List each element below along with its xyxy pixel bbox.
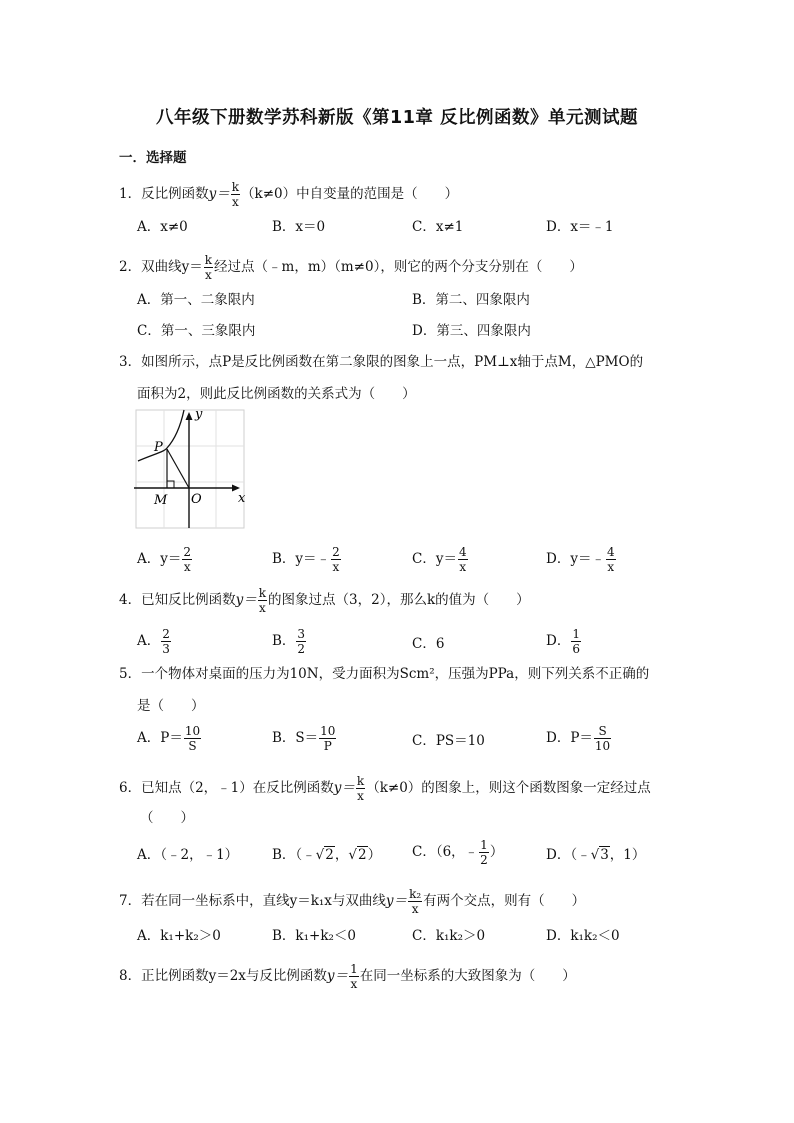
frac-num: k bbox=[231, 180, 240, 194]
frac-den: 2 bbox=[480, 853, 488, 867]
frac-num: 1 bbox=[350, 962, 358, 976]
fraction bbox=[258, 586, 267, 615]
fraction bbox=[606, 545, 616, 574]
question-3-figure bbox=[134, 406, 250, 532]
option-d bbox=[546, 724, 612, 753]
question-7-tail: 有两个交点，则有（ ） bbox=[423, 893, 586, 909]
minus-sign: ﹣ bbox=[316, 551, 331, 567]
question-4 bbox=[119, 586, 530, 615]
fn-lhs: y＝ bbox=[326, 968, 349, 984]
question-3-line-1: 3．如图所示，点P是反比例函数在第二象限的图象上一点，PM⊥x轴于点M，△PMO的 bbox=[119, 354, 644, 370]
option-c: C．6 bbox=[412, 636, 445, 652]
question-2 bbox=[119, 253, 583, 282]
option-d: D．x＝﹣1 bbox=[546, 219, 614, 235]
frac-den: x bbox=[332, 560, 340, 574]
radicand: 2 bbox=[325, 847, 334, 863]
question-1-stem: 1．反比例函数 bbox=[119, 186, 209, 202]
y-axis-arrow bbox=[186, 412, 193, 420]
frac-den: 2 bbox=[297, 642, 306, 656]
question-7 bbox=[119, 887, 585, 916]
option-c: C．PS＝10 bbox=[412, 733, 485, 749]
question-8-tail: 在同一坐标系的大致图象为（ ） bbox=[359, 968, 576, 984]
page-title: 八年级下册数学苏科新版《第11章 反比例函数》单元测试题 bbox=[156, 108, 638, 128]
frac-den: x bbox=[459, 560, 467, 574]
frac-den: 10 bbox=[594, 739, 611, 753]
label-y: y bbox=[195, 407, 203, 422]
question-8-stem: 8．正比例函数y＝2x与反比例函数 bbox=[119, 968, 327, 984]
sqrt-icon: √ bbox=[315, 847, 325, 863]
figure-grid bbox=[136, 410, 244, 528]
frac-den: P bbox=[323, 739, 332, 753]
option-label: A． bbox=[137, 633, 161, 649]
frac-num: 1 bbox=[480, 838, 488, 852]
fn-lhs: y＝ bbox=[235, 592, 257, 608]
question-4-tail: 的图象过点（3，2），那么k的值为（ ） bbox=[268, 592, 530, 608]
option-d bbox=[546, 627, 582, 656]
frac-den: S bbox=[188, 739, 197, 753]
fn-lhs: y＝ bbox=[208, 186, 230, 202]
option-label: B．y＝ bbox=[272, 551, 317, 567]
option-d: D．k₁k₂＜0 bbox=[546, 928, 620, 944]
minus-sign: ﹣ bbox=[464, 844, 479, 860]
fraction bbox=[479, 838, 489, 867]
fn-lhs: y＝ bbox=[385, 893, 408, 909]
frac-den: x bbox=[204, 268, 212, 282]
option-label: B．S＝ bbox=[272, 730, 319, 746]
label-x: x bbox=[238, 491, 246, 506]
option-b: B．k₁+k₂＜0 bbox=[272, 928, 357, 944]
section-heading: 一．选择题 bbox=[119, 150, 187, 166]
frac-num: k bbox=[258, 586, 267, 600]
option-label: A．y＝ bbox=[137, 551, 182, 567]
question-6-line-2: （ ） bbox=[140, 810, 194, 826]
frac-num: 1 bbox=[572, 627, 580, 641]
option-a bbox=[137, 545, 193, 574]
sqrt-icon: √ bbox=[590, 847, 600, 863]
option-label: D． bbox=[546, 633, 571, 649]
close-paren: ） bbox=[367, 847, 382, 863]
fraction bbox=[231, 180, 240, 209]
fraction bbox=[182, 545, 192, 574]
frac-num: 4 bbox=[458, 545, 467, 559]
option-c: C．k₁k₂＞0 bbox=[412, 928, 486, 944]
option-b: B．第二、四象限内 bbox=[412, 292, 530, 308]
option-d bbox=[546, 845, 645, 865]
option-d: D．第三、四象限内 bbox=[412, 323, 531, 339]
question-6 bbox=[119, 774, 651, 803]
frac-num: 10 bbox=[320, 724, 336, 738]
question-7-stem: 7．若在同一坐标系中，直线y＝k₁x与双曲线 bbox=[119, 893, 386, 909]
question-5-line-1: 5．一个物体对桌面的压力为10N，受力面积为Scm²，压强为PPa，则下列关系不正确的 bbox=[119, 666, 650, 682]
fraction bbox=[571, 627, 581, 656]
question-2-tail: 经过点（﹣m，m）（m≠0），则它的两个分支分别在（ ） bbox=[214, 259, 583, 275]
frac-den: x bbox=[258, 601, 266, 615]
fraction bbox=[204, 253, 213, 282]
question-3-line-2: 面积为2，则此反比例函数的关系式为（ ） bbox=[137, 386, 416, 402]
option-a: A．（﹣2，﹣1） bbox=[137, 847, 239, 863]
option-a: A．第一、二象限内 bbox=[137, 292, 255, 308]
frac-num: k₂ bbox=[409, 887, 422, 901]
frac-num: 3 bbox=[297, 627, 306, 641]
option-a: A．k₁+k₂＞0 bbox=[137, 928, 221, 944]
fraction bbox=[319, 724, 336, 753]
option-b: B．x＝0 bbox=[272, 219, 326, 235]
option-label: C．（6， bbox=[412, 844, 465, 860]
option-label: D．P＝ bbox=[546, 730, 593, 746]
frac-num: 2 bbox=[332, 545, 340, 559]
option-label: B．（﹣ bbox=[272, 847, 316, 863]
frac-den: 3 bbox=[162, 642, 170, 656]
option-label: A．P＝ bbox=[137, 730, 183, 746]
option-b bbox=[272, 627, 307, 656]
frac-den: x bbox=[350, 977, 358, 991]
frac-den: 6 bbox=[572, 642, 580, 656]
frac-num: k bbox=[356, 774, 365, 788]
close-paren: ） bbox=[489, 844, 504, 860]
fraction bbox=[161, 627, 171, 656]
question-5-line-2: 是（ ） bbox=[137, 698, 205, 714]
option-c: C．第一、三象限内 bbox=[137, 323, 256, 339]
fraction bbox=[331, 545, 341, 574]
frac-num: 2 bbox=[183, 545, 192, 559]
radicand: 2 bbox=[357, 847, 367, 863]
fraction bbox=[356, 774, 365, 803]
option-a bbox=[137, 724, 202, 753]
frac-den: x bbox=[231, 195, 239, 209]
frac-num: 4 bbox=[606, 545, 615, 559]
fraction bbox=[296, 627, 306, 656]
frac-num: 10 bbox=[184, 724, 201, 738]
label-o: O bbox=[191, 492, 202, 507]
frac-den: x bbox=[183, 560, 191, 574]
question-6-tail: （k≠0）的图象上，则这个函数图象一定经过点 bbox=[366, 780, 651, 796]
fraction bbox=[184, 724, 201, 753]
option-c bbox=[412, 838, 503, 867]
label-m: M bbox=[154, 493, 168, 508]
frac-den: x bbox=[411, 902, 419, 916]
option-label: D．（﹣ bbox=[546, 847, 591, 863]
frac-num: S bbox=[594, 724, 611, 739]
sqrt-icon: √ bbox=[348, 847, 357, 863]
frac-num: k bbox=[204, 253, 213, 267]
fraction bbox=[594, 724, 611, 753]
option-label: C．y＝ bbox=[412, 551, 457, 567]
question-1-tail: （k≠0）中自变量的范围是（ ） bbox=[241, 186, 459, 202]
fn-lhs: y＝ bbox=[333, 780, 355, 796]
option-label: D．y＝ bbox=[546, 551, 592, 567]
radicand: 3 bbox=[600, 847, 609, 863]
comma: ， bbox=[334, 847, 349, 863]
fraction bbox=[349, 962, 359, 991]
frac-den: x bbox=[357, 789, 364, 803]
label-p: P bbox=[154, 440, 163, 455]
question-2-stem: 2．双曲线 bbox=[119, 259, 182, 275]
question-4-stem: 4．已知反比例函数 bbox=[119, 592, 236, 608]
minus-sign: ﹣ bbox=[591, 551, 605, 567]
question-6-stem: 6．已知点（2，﹣1）在反比例函数 bbox=[119, 780, 334, 796]
option-d bbox=[546, 545, 617, 574]
fraction bbox=[458, 545, 468, 574]
question-8 bbox=[119, 962, 576, 991]
option-c: C．x≠1 bbox=[412, 219, 464, 235]
option-b bbox=[272, 724, 337, 753]
option-b bbox=[272, 845, 381, 865]
close-paren: ，1） bbox=[609, 847, 646, 863]
option-a bbox=[137, 627, 172, 656]
question-1 bbox=[119, 180, 458, 209]
option-a: A．x≠0 bbox=[137, 219, 188, 235]
fn-lhs: y＝ bbox=[181, 259, 203, 275]
fraction bbox=[408, 887, 422, 916]
option-b bbox=[272, 545, 342, 574]
option-c bbox=[412, 545, 469, 574]
frac-num: 2 bbox=[162, 627, 170, 641]
option-label: B． bbox=[272, 633, 296, 649]
frac-den: x bbox=[607, 560, 615, 574]
